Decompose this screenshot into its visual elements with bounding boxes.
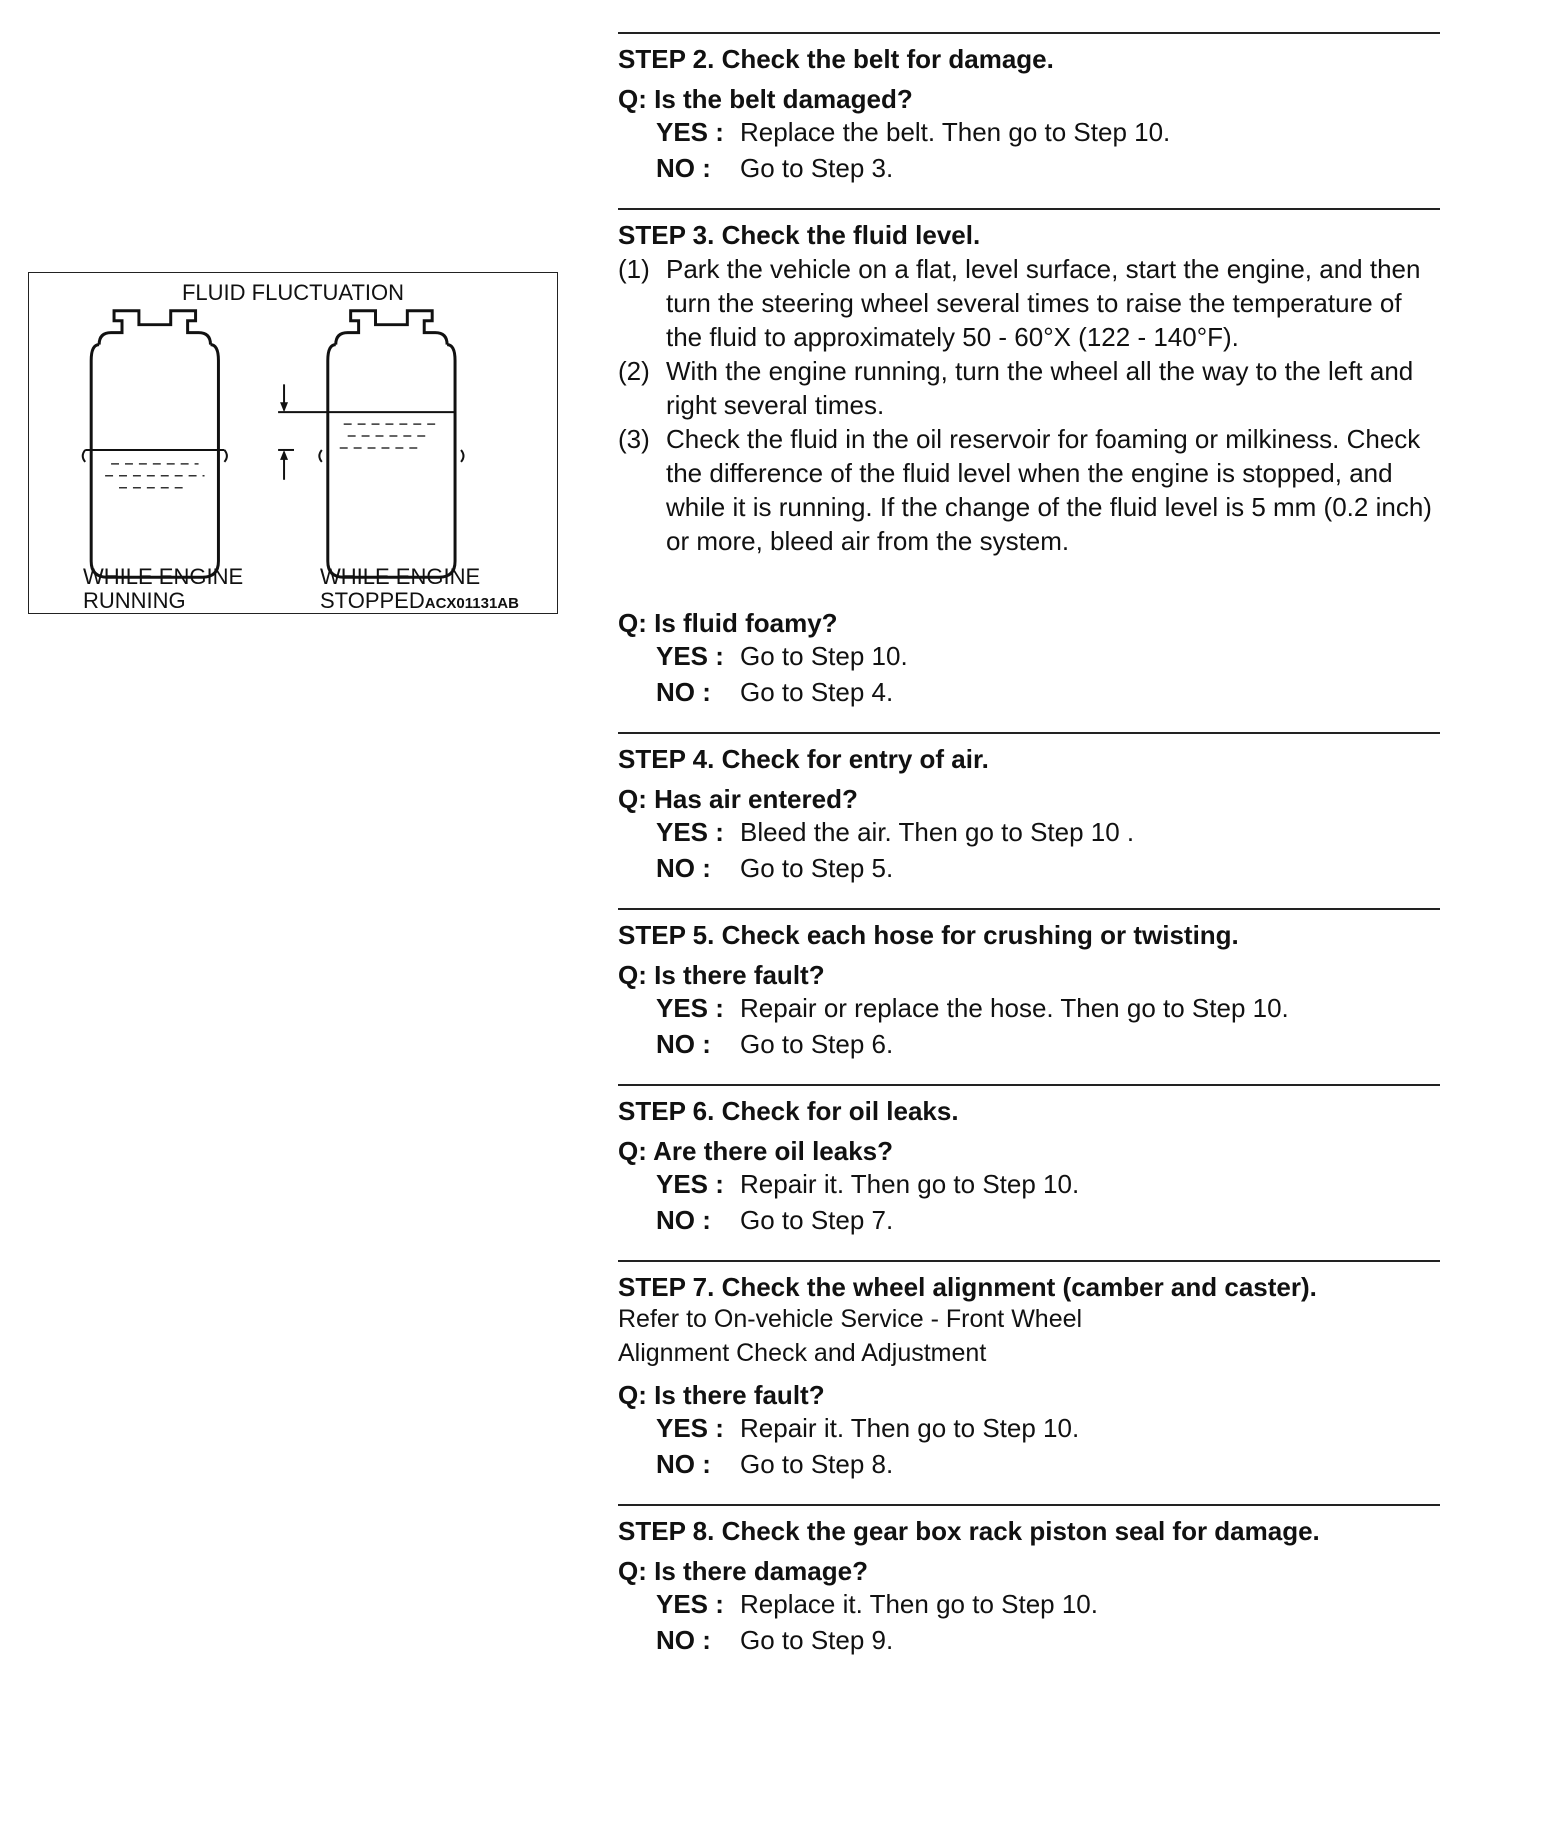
answer-yes: YES : Repair or replace the hose. Then go to Step 10.: [656, 993, 1289, 1023]
step-4: [618, 732, 1440, 886]
fluid-fluctuation-figure: [28, 272, 558, 614]
list-item: (3) Check the fluid in the oil reservoir for foaming or milkiness. Check the difference of the fluid level when the engine is stopped, and while it is running. If the change of the fluid level is 5 mm (0.2 inch) or more, bleed air from the system.: [618, 424, 1432, 556]
figure-title: FLUID FLUCTUATION: [181, 280, 405, 305]
step-title: STEP 6. Check for oil leaks.: [618, 1096, 959, 1126]
label-while-engine-running: WHILE ENGINE RUNNING: [83, 564, 244, 613]
question: Q: Is fluid foamy?: [618, 608, 838, 638]
reference-text: Refer to On-vehicle Service - Front Wheel: [618, 1305, 1083, 1333]
answer-no: NO : Go to Step 6.: [656, 1029, 894, 1059]
list-item: (2) With the engine running, turn the wheel all the way to the left and right several times.: [618, 356, 1414, 420]
list-item: (1) Park the vehicle on a flat, level surface, start the engine, and then turn the steering wheel several times to raise the temperature of the fluid to approximately 50 - 60°X (122 - 140°F).: [618, 254, 1421, 352]
answer-yes: YES : Replace the belt. Then go to Step 10.: [656, 117, 1171, 147]
troubleshooting-steps: [618, 32, 1440, 1680]
step-title: STEP 3. Check the fluid level.: [618, 220, 981, 250]
answer-no: NO : Go to Step 7.: [656, 1205, 894, 1235]
question: Q: Are there oil leaks?: [618, 1136, 894, 1166]
answer-yes: YES : Go to Step 10.: [656, 641, 908, 671]
answer-yes: YES : Replace it. Then go to Step 10.: [656, 1589, 1098, 1619]
step-5: [618, 908, 1440, 1062]
step-title: STEP 4. Check for entry of air.: [618, 744, 989, 774]
answer-yes: YES : Repair it. Then go to Step 10.: [656, 1169, 1080, 1199]
step-7: [618, 1260, 1440, 1482]
question: Q: Is there damage?: [618, 1556, 868, 1586]
question: Q: Is there fault?: [618, 960, 825, 990]
step-3: [618, 208, 1440, 710]
reservoir-diagram: [29, 273, 557, 613]
step-6: [618, 1084, 1440, 1238]
step-title: STEP 5. Check each hose for crushing or twisting.: [618, 920, 1239, 950]
answer-yes: YES : Repair it. Then go to Step 10.: [656, 1413, 1080, 1443]
answer-no: NO : Go to Step 5.: [656, 853, 894, 883]
answer-yes: YES : Bleed the air. Then go to Step 10 .: [656, 817, 1135, 847]
procedure-list: [618, 252, 1440, 558]
step-8: [618, 1504, 1440, 1658]
question: Q: Has air entered?: [618, 784, 858, 814]
answer-no: NO : Go to Step 8.: [656, 1449, 894, 1479]
label-while-engine-stopped: WHILE ENGINE STOPPEDACX01131AB: [320, 564, 519, 613]
step-2: [618, 32, 1440, 186]
answer-no: NO : Go to Step 9.: [656, 1625, 894, 1655]
answer-no: NO : Go to Step 3.: [656, 153, 894, 183]
answer-no: NO : Go to Step 4.: [656, 677, 894, 707]
step-title: STEP 2. Check the belt for damage.: [618, 44, 1054, 74]
question: Q: Is there fault?: [618, 1380, 825, 1410]
step-title: STEP 7. Check the wheel alignment (camber and caster).: [618, 1272, 1317, 1302]
figure-code: ACX01131AB: [424, 595, 519, 612]
reference-text: Alignment Check and Adjustment: [618, 1339, 987, 1367]
question: Q: Is the belt damaged?: [618, 84, 913, 114]
step-title: STEP 8. Check the gear box rack piston seal for damage.: [618, 1516, 1320, 1546]
